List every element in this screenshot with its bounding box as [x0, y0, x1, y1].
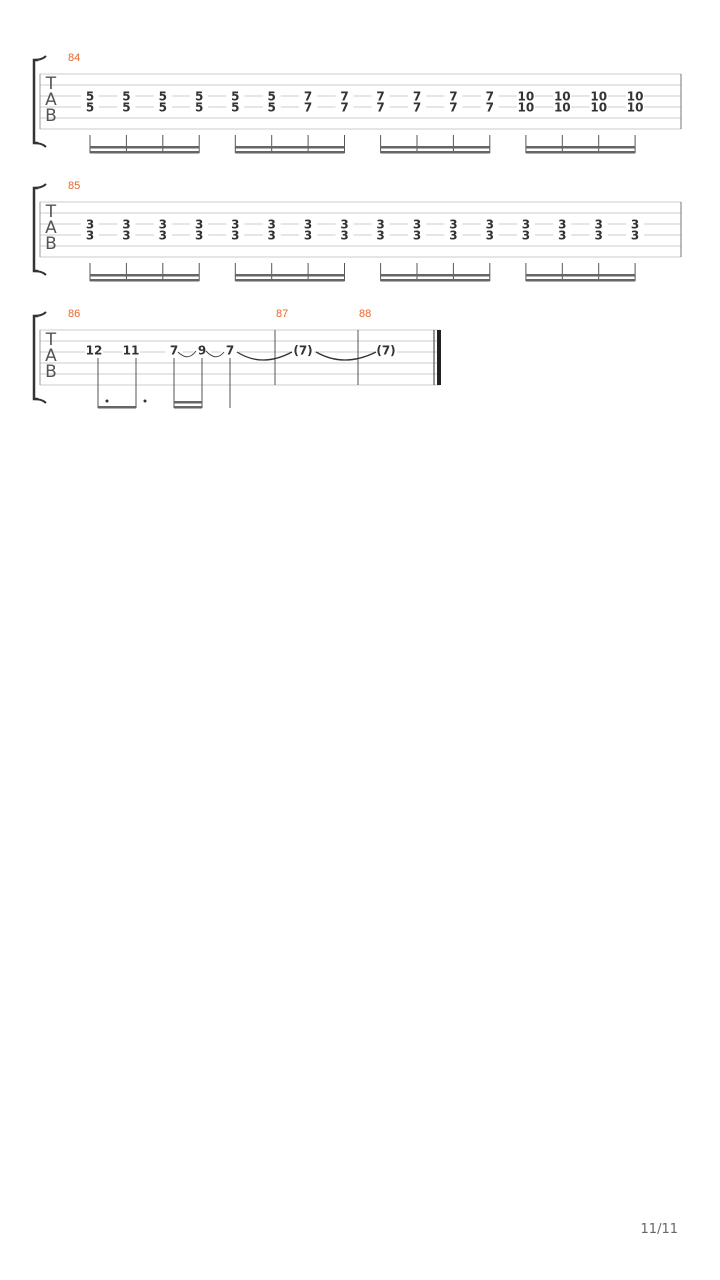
fret-number: 3: [303, 217, 313, 232]
fret-number: 3: [558, 217, 567, 232]
fret-number: 3: [267, 228, 276, 243]
fret-number: 7: [485, 89, 494, 104]
fret-number: 7: [485, 100, 494, 115]
beam: [235, 274, 344, 277]
beam: [98, 406, 136, 409]
beam: [526, 279, 635, 282]
beam: [235, 279, 344, 282]
fret-number: (7): [376, 343, 396, 358]
fret-number: 5: [267, 100, 276, 115]
fret-number: 3: [340, 228, 349, 243]
fret-number: 7: [449, 89, 458, 104]
fret-number: 7: [376, 100, 385, 115]
fret-number: 3: [412, 228, 422, 243]
system-bracket: [34, 316, 38, 399]
fret-number: 3: [122, 217, 131, 232]
bracket-bottom-curl: [34, 399, 46, 403]
fret-number: 7: [376, 89, 385, 104]
beam: [381, 279, 490, 282]
fret-number: 5: [85, 100, 95, 115]
fret-number: 3: [85, 217, 95, 232]
bracket-top-curl: [34, 184, 46, 188]
beam: [90, 151, 199, 154]
fret-number: 3: [594, 228, 603, 243]
fret-number: 5: [231, 100, 240, 115]
fret-number: 10: [626, 100, 644, 115]
fret-number: 3: [303, 228, 313, 243]
fret-number: 5: [231, 89, 240, 104]
fret-number: 7: [225, 343, 235, 358]
measure-number: 88: [359, 308, 372, 320]
beam: [235, 146, 344, 149]
beam: [174, 401, 202, 404]
tab-clef-letter: B: [45, 106, 57, 126]
fret-number: 3: [376, 217, 385, 232]
tab-clef-letter: A: [45, 346, 57, 366]
beam: [526, 151, 635, 154]
fret-number: 3: [558, 228, 567, 243]
beam: [381, 146, 490, 149]
fret-number: 3: [521, 217, 531, 232]
fret-number: 5: [195, 100, 204, 115]
bracket-top-curl: [34, 56, 46, 60]
tab-clef-letter: A: [45, 218, 57, 238]
tab-clef-letter: B: [45, 362, 57, 382]
tie: [237, 352, 292, 360]
measure-number: 86: [68, 308, 81, 320]
fret-number: 3: [340, 217, 349, 232]
beam: [235, 151, 344, 154]
fret-number: 10: [626, 89, 644, 104]
fret-number: 3: [158, 217, 167, 232]
tab-system: [34, 308, 441, 409]
fret-number: 3: [412, 217, 422, 232]
fret-number: 3: [85, 228, 95, 243]
beam: [90, 274, 199, 277]
fret-number: 11: [122, 343, 140, 358]
fret-number: 3: [231, 228, 240, 243]
fret-number: 3: [485, 217, 494, 232]
fret-number: 5: [158, 89, 167, 104]
fret-number: 10: [553, 89, 571, 104]
measure-number: 84: [68, 52, 81, 64]
fret-number: 7: [169, 343, 179, 358]
fret-number: 3: [195, 228, 204, 243]
fret-number: 5: [122, 100, 131, 115]
fret-number: 12: [85, 343, 103, 358]
tab-system: [34, 52, 681, 154]
fret-number: 3: [485, 228, 494, 243]
tab-clef-letter: T: [45, 330, 57, 350]
fret-number: 3: [158, 228, 167, 243]
bracket-bottom-curl: [34, 143, 46, 147]
fret-number: 7: [412, 89, 422, 104]
fret-number: 5: [195, 89, 204, 104]
fret-number: 5: [158, 100, 167, 115]
tab-clef-letter: T: [45, 74, 57, 94]
fret-number: 3: [630, 228, 640, 243]
fret-number: 3: [376, 228, 385, 243]
fret-number: 10: [590, 100, 608, 115]
rhythm-dot: [144, 400, 147, 403]
system-bracket: [34, 188, 38, 271]
fret-number: 5: [267, 89, 276, 104]
fret-number: 7: [412, 100, 422, 115]
fret-number: 5: [85, 89, 95, 104]
fret-number: 3: [122, 228, 131, 243]
fret-number: 3: [267, 217, 276, 232]
measure-number: 87: [276, 308, 289, 320]
beam: [174, 406, 202, 409]
fret-number: 7: [303, 100, 313, 115]
fret-number: 7: [449, 100, 458, 115]
tab-clef-letter: T: [45, 202, 57, 222]
system-bracket: [34, 60, 38, 143]
beam: [381, 151, 490, 154]
fret-number: 3: [449, 217, 458, 232]
rhythm-dot: [106, 400, 109, 403]
tab-system: [34, 180, 681, 282]
fret-number: 10: [517, 100, 535, 115]
fret-number: 3: [630, 217, 640, 232]
page-number: 11/11: [640, 1222, 678, 1237]
fret-number: 10: [590, 89, 608, 104]
fret-number: 5: [122, 89, 131, 104]
fret-number: 3: [594, 217, 603, 232]
fret-number: 3: [195, 217, 204, 232]
fret-number: 10: [517, 89, 535, 104]
fret-number: 10: [553, 100, 571, 115]
beam: [381, 274, 490, 277]
fret-number: 7: [303, 89, 313, 104]
fret-number: 3: [521, 228, 531, 243]
fret-number: 9: [197, 343, 207, 358]
fret-number: 7: [340, 100, 349, 115]
tie: [316, 352, 376, 360]
fret-number: 7: [340, 89, 349, 104]
bracket-bottom-curl: [34, 271, 46, 275]
measure-number: 85: [68, 180, 81, 192]
beam: [90, 146, 199, 149]
beam: [90, 279, 199, 282]
beam: [526, 274, 635, 277]
beam: [526, 146, 635, 149]
fret-number: 3: [449, 228, 458, 243]
tab-clef-letter: B: [45, 234, 57, 254]
bracket-top-curl: [34, 312, 46, 316]
fret-number: 3: [231, 217, 240, 232]
fret-number: (7): [293, 343, 313, 358]
tab-clef-letter: A: [45, 90, 57, 110]
final-thick-barline: [437, 330, 441, 385]
